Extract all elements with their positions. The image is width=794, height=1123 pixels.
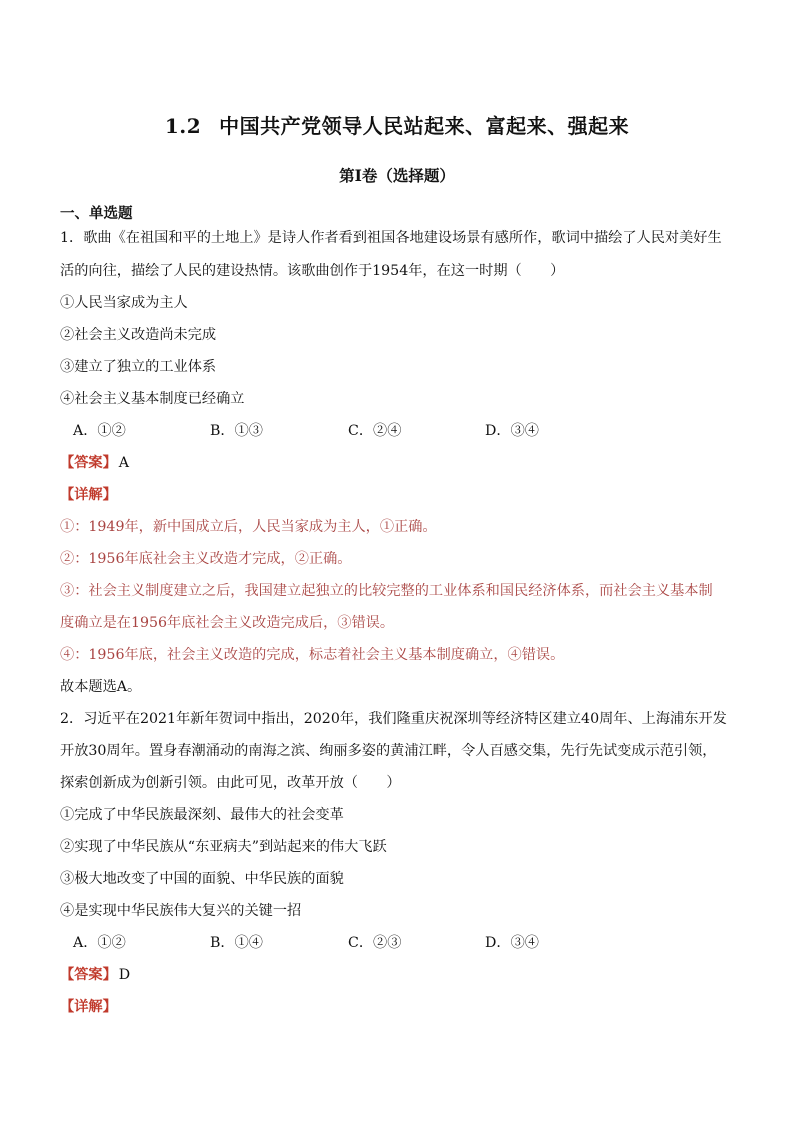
q2-detail-label: 【详解】 [60,999,117,1015]
q1-explanation-4: ④：1956年底，社会主义改造的完成，标志着社会主义基本制度确立，④错误。 [60,647,565,663]
q2-item-1: ①完成了中华民族最深刻、最伟大的社会变革 [60,807,344,823]
q2-option-b: B．①④ [210,935,263,951]
page-title [0,110,794,139]
q1-item-2: ②社会主义改造尚未完成 [60,327,217,343]
q2-option-d: D．③④ [485,935,539,951]
q2-answer-label: 【答案】 [60,967,117,983]
q2-option-c: C．②③ [348,935,402,951]
q2-stem-line-2: 开放30周年。置身春潮涌动的南海之滨、绚丽多姿的黄浦江畔，令人百感交集，先行先试变成示范引领， [60,743,717,759]
q2-answer-value: D [118,967,131,983]
q1-answer [60,453,740,473]
q1-detail-label: 【详解】 [60,487,117,503]
q1-option-d: D．③④ [485,423,539,439]
q1-item-1: ①人民当家成为主人 [60,295,188,311]
q2-item-2: ②实现了中华民族从“东亚病夫”到站起来的伟大飞跃 [60,839,387,855]
q1-explanation-2: ②：1956年底社会主义改造才完成，②正确。 [60,551,352,567]
q1-explanation-3: ③：社会主义制度建立之后，我国建立起独立的比较完整的工业体系和国民经济体系，而社会主义基本制 [60,583,713,599]
q1-item-3: ③建立了独立的工业体系 [60,359,217,375]
q2-item-4: ④是实现中华民族伟大复兴的关键一招 [60,903,302,919]
q1-stem-line-2: 活的向往，描绘了人民的建设热情。该歌曲创作于1954年，在这一时期（ ） [60,263,565,279]
q2-option-a: A．①② [73,935,126,951]
section-heading: 一、单选题 [60,205,133,222]
q1-explanation-1: ①：1949年，新中国成立后，人民当家成为主人，①正确。 [60,519,437,535]
q2-stem-line-1: 2．习近平在2021年新年贺词中指出，2020年，我们隆重庆祝深圳等经济特区建立40周年、上海浦东开发 [60,711,727,727]
q1-answer-label: 【答案】 [60,455,117,471]
q1-conclusion: 故本题选A。 [60,679,142,695]
q1-option-c: C．②④ [348,423,402,439]
volume-subtitle: 第I卷（选择题） [339,166,455,185]
lesson-number: 1.2 [164,114,202,138]
q1-stem-line-1: 1．歌曲《在祖国和平的土地上》是诗人作者看到祖国各地建设场景有感所作，歌词中描绘了人民对美好生 [60,230,722,246]
q2-stem-line-3: 探索创新成为创新引领。由此可见，改革开放（ ） [60,775,401,791]
q1-option-b: B．①③ [210,423,263,439]
q1-item-4: ④社会主义基本制度已经确立 [60,391,245,407]
lesson-title: 中国共产党领导人民站起来、富起来、强起来 [219,114,630,138]
q1-explanation-3-cont: 度确立是在1956年底社会主义改造完成后，③错误。 [60,615,395,631]
q2-answer [60,965,740,985]
q1-answer-value: A [118,455,130,471]
q1-option-a: A．①② [73,423,126,439]
q2-item-3: ③极大地改变了中国的面貌、中华民族的面貌 [60,871,344,887]
